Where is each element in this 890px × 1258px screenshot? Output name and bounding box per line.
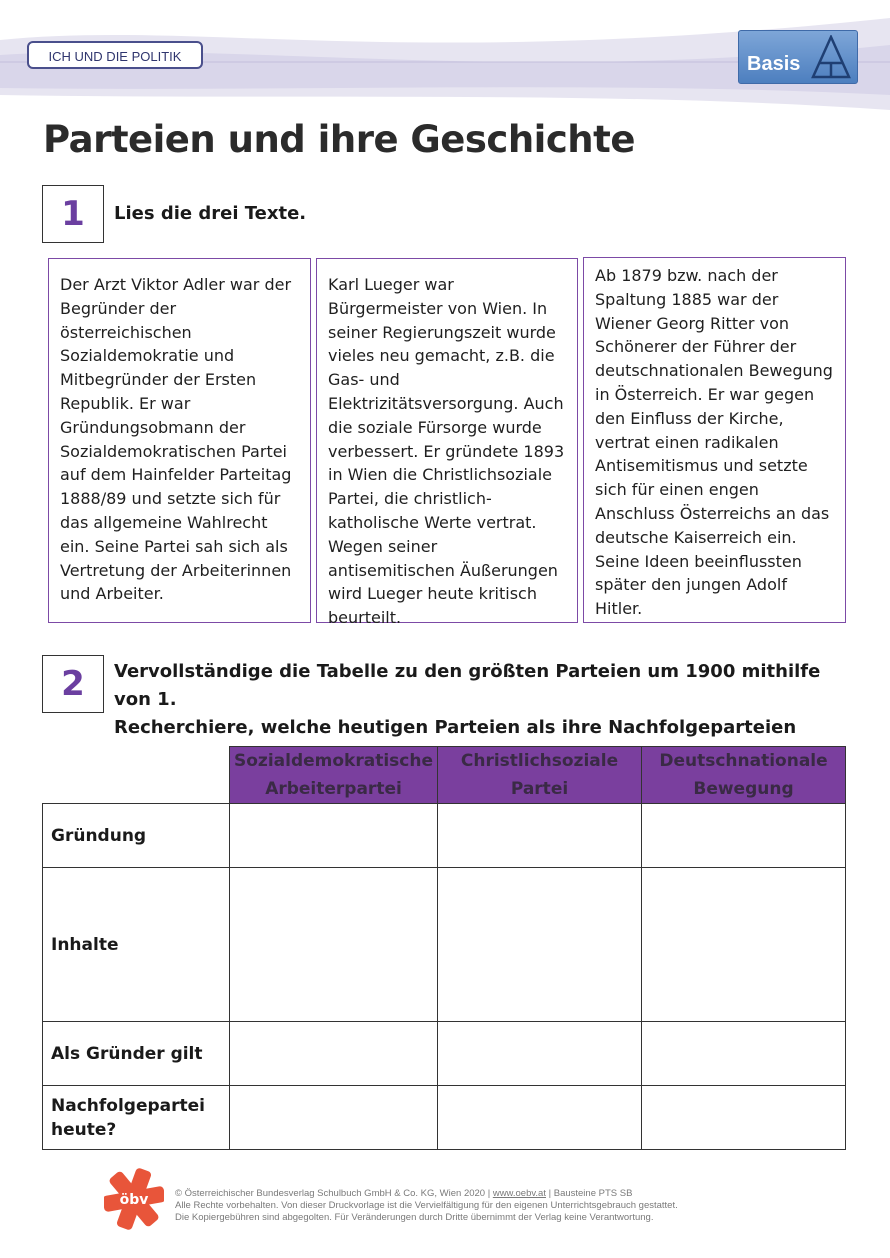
table-corner xyxy=(43,747,230,804)
footer-line2: Alle Rechte vorbehalten. Von dieser Druckvorlage ist die Vervielfältigung für den eigenen Unterrichtsgebrauch gestattet. xyxy=(175,1200,678,1211)
answer-cell[interactable] xyxy=(642,868,846,1022)
basis-label: Basis xyxy=(747,53,801,75)
level-triangle-icon xyxy=(811,35,851,79)
text-box-schoenerer: Ab 1879 bzw. nach der Spaltung 1885 war der Wiener Georg Ritter von Schönerer der Führer der deutschnationalen Bewegung in Österreich. Er war gegen den Einfluss der Kirche, vertrat einen radikalen Antisemitismus und setzte sich für einen engen Anschluss Österreichs an das deutsche Kaiserreich ein. Seine Ideen beeinflussten später den jungen Adolf Hitler. xyxy=(583,257,846,623)
column-header-dn xyxy=(642,747,846,804)
page-title: Parteien und ihre Geschichte xyxy=(43,118,635,161)
answer-cell[interactable] xyxy=(438,1022,642,1086)
footer-line3: Die Kopiergebühren sind abgegolten. Für Veränderungen durch Dritte übernimmt der Verlag keine Verantwortung. xyxy=(175,1212,654,1223)
answer-cell[interactable] xyxy=(642,804,846,868)
answer-cell[interactable] xyxy=(642,1086,846,1150)
column-header-spoe xyxy=(230,747,438,804)
row-label-line: heute? xyxy=(51,1119,117,1140)
oebv-logo-icon xyxy=(104,1168,164,1230)
task-instruction-2-line1: Vervollständige die Tabelle zu den größten Parteien um 1900 mithilfe von 1. xyxy=(114,661,821,710)
basis-badge xyxy=(738,30,858,84)
text-box-lueger: Karl Lueger war Bürgermeister von Wien. In seiner Regierungszeit wurde vieles neu gemacht, z.B. die Gas- und Elektrizitätsversorgung. Auch die soziale Fürsorge wurde verbessert. Er gründete 1893 in Wien die Christlichsoziale Partei, die christlich-katholische Werte vertrat. Wegen seiner antisemitischen Äußerungen wird Lueger heute kritisch beurteilt. xyxy=(316,258,578,623)
answer-cell[interactable] xyxy=(230,868,438,1022)
column-header-line: Deutschnationale xyxy=(659,751,828,771)
row-label-line: Nachfolgepartei xyxy=(51,1095,205,1116)
column-header-line: Sozialdemokratische xyxy=(234,751,433,771)
answer-cell[interactable] xyxy=(438,804,642,868)
answer-cell[interactable] xyxy=(438,868,642,1022)
footer-copyright xyxy=(175,1188,678,1224)
task-number-2: 2 xyxy=(42,655,104,713)
section-tag: ICH UND DIE POLITIK xyxy=(27,41,203,69)
column-header-csp xyxy=(438,747,642,804)
column-header-line: Arbeiterpartei xyxy=(265,779,402,799)
row-label-nachfolgepartei xyxy=(43,1086,230,1150)
row-label-inhalte: Inhalte xyxy=(43,868,230,1022)
answer-cell[interactable] xyxy=(230,804,438,868)
party-table xyxy=(42,746,846,1150)
task-number-1: 1 xyxy=(42,185,104,243)
row-label-gruendung: Gründung xyxy=(43,804,230,868)
answer-cell[interactable] xyxy=(230,1086,438,1150)
answer-cell[interactable] xyxy=(642,1022,846,1086)
footer-line1: © Österreichischer Bundesverlag Schulbuch GmbH & Co. KG, Wien 2020 | xyxy=(175,1188,493,1199)
publisher-link[interactable]: www.oebv.at xyxy=(492,1188,546,1199)
logo-text: öbv xyxy=(119,1192,149,1208)
text-box-adler: Der Arzt Viktor Adler war der Begründer der österreichischen Sozialdemokratie und Mitbegründer der Ersten Republik. Er war Gründungsobmann der Sozialdemokratischen Partei auf dem Hainfelder Parteitag 1888/89 und setzte sich für das allgemeine Wahlrecht ein. Seine Partei sah sich als Vertretung der Arbeiterinnen und Arbeiter. xyxy=(48,258,311,623)
task-instruction-1: Lies die drei Texte. xyxy=(114,203,307,224)
answer-cell[interactable] xyxy=(230,1022,438,1086)
row-label-gruender: Als Gründer gilt xyxy=(43,1022,230,1086)
column-header-line: Partei xyxy=(510,779,569,799)
footer-line1-suffix: | Bausteine PTS SB xyxy=(545,1188,633,1199)
answer-cell[interactable] xyxy=(438,1086,642,1150)
task-instruction-2-line2: Recherchiere, welche heutigen Parteien als ihre Nachfolgeparteien xyxy=(114,717,797,738)
column-header-line: Christlichsoziale xyxy=(460,751,619,771)
column-header-line: Bewegung xyxy=(693,779,794,799)
